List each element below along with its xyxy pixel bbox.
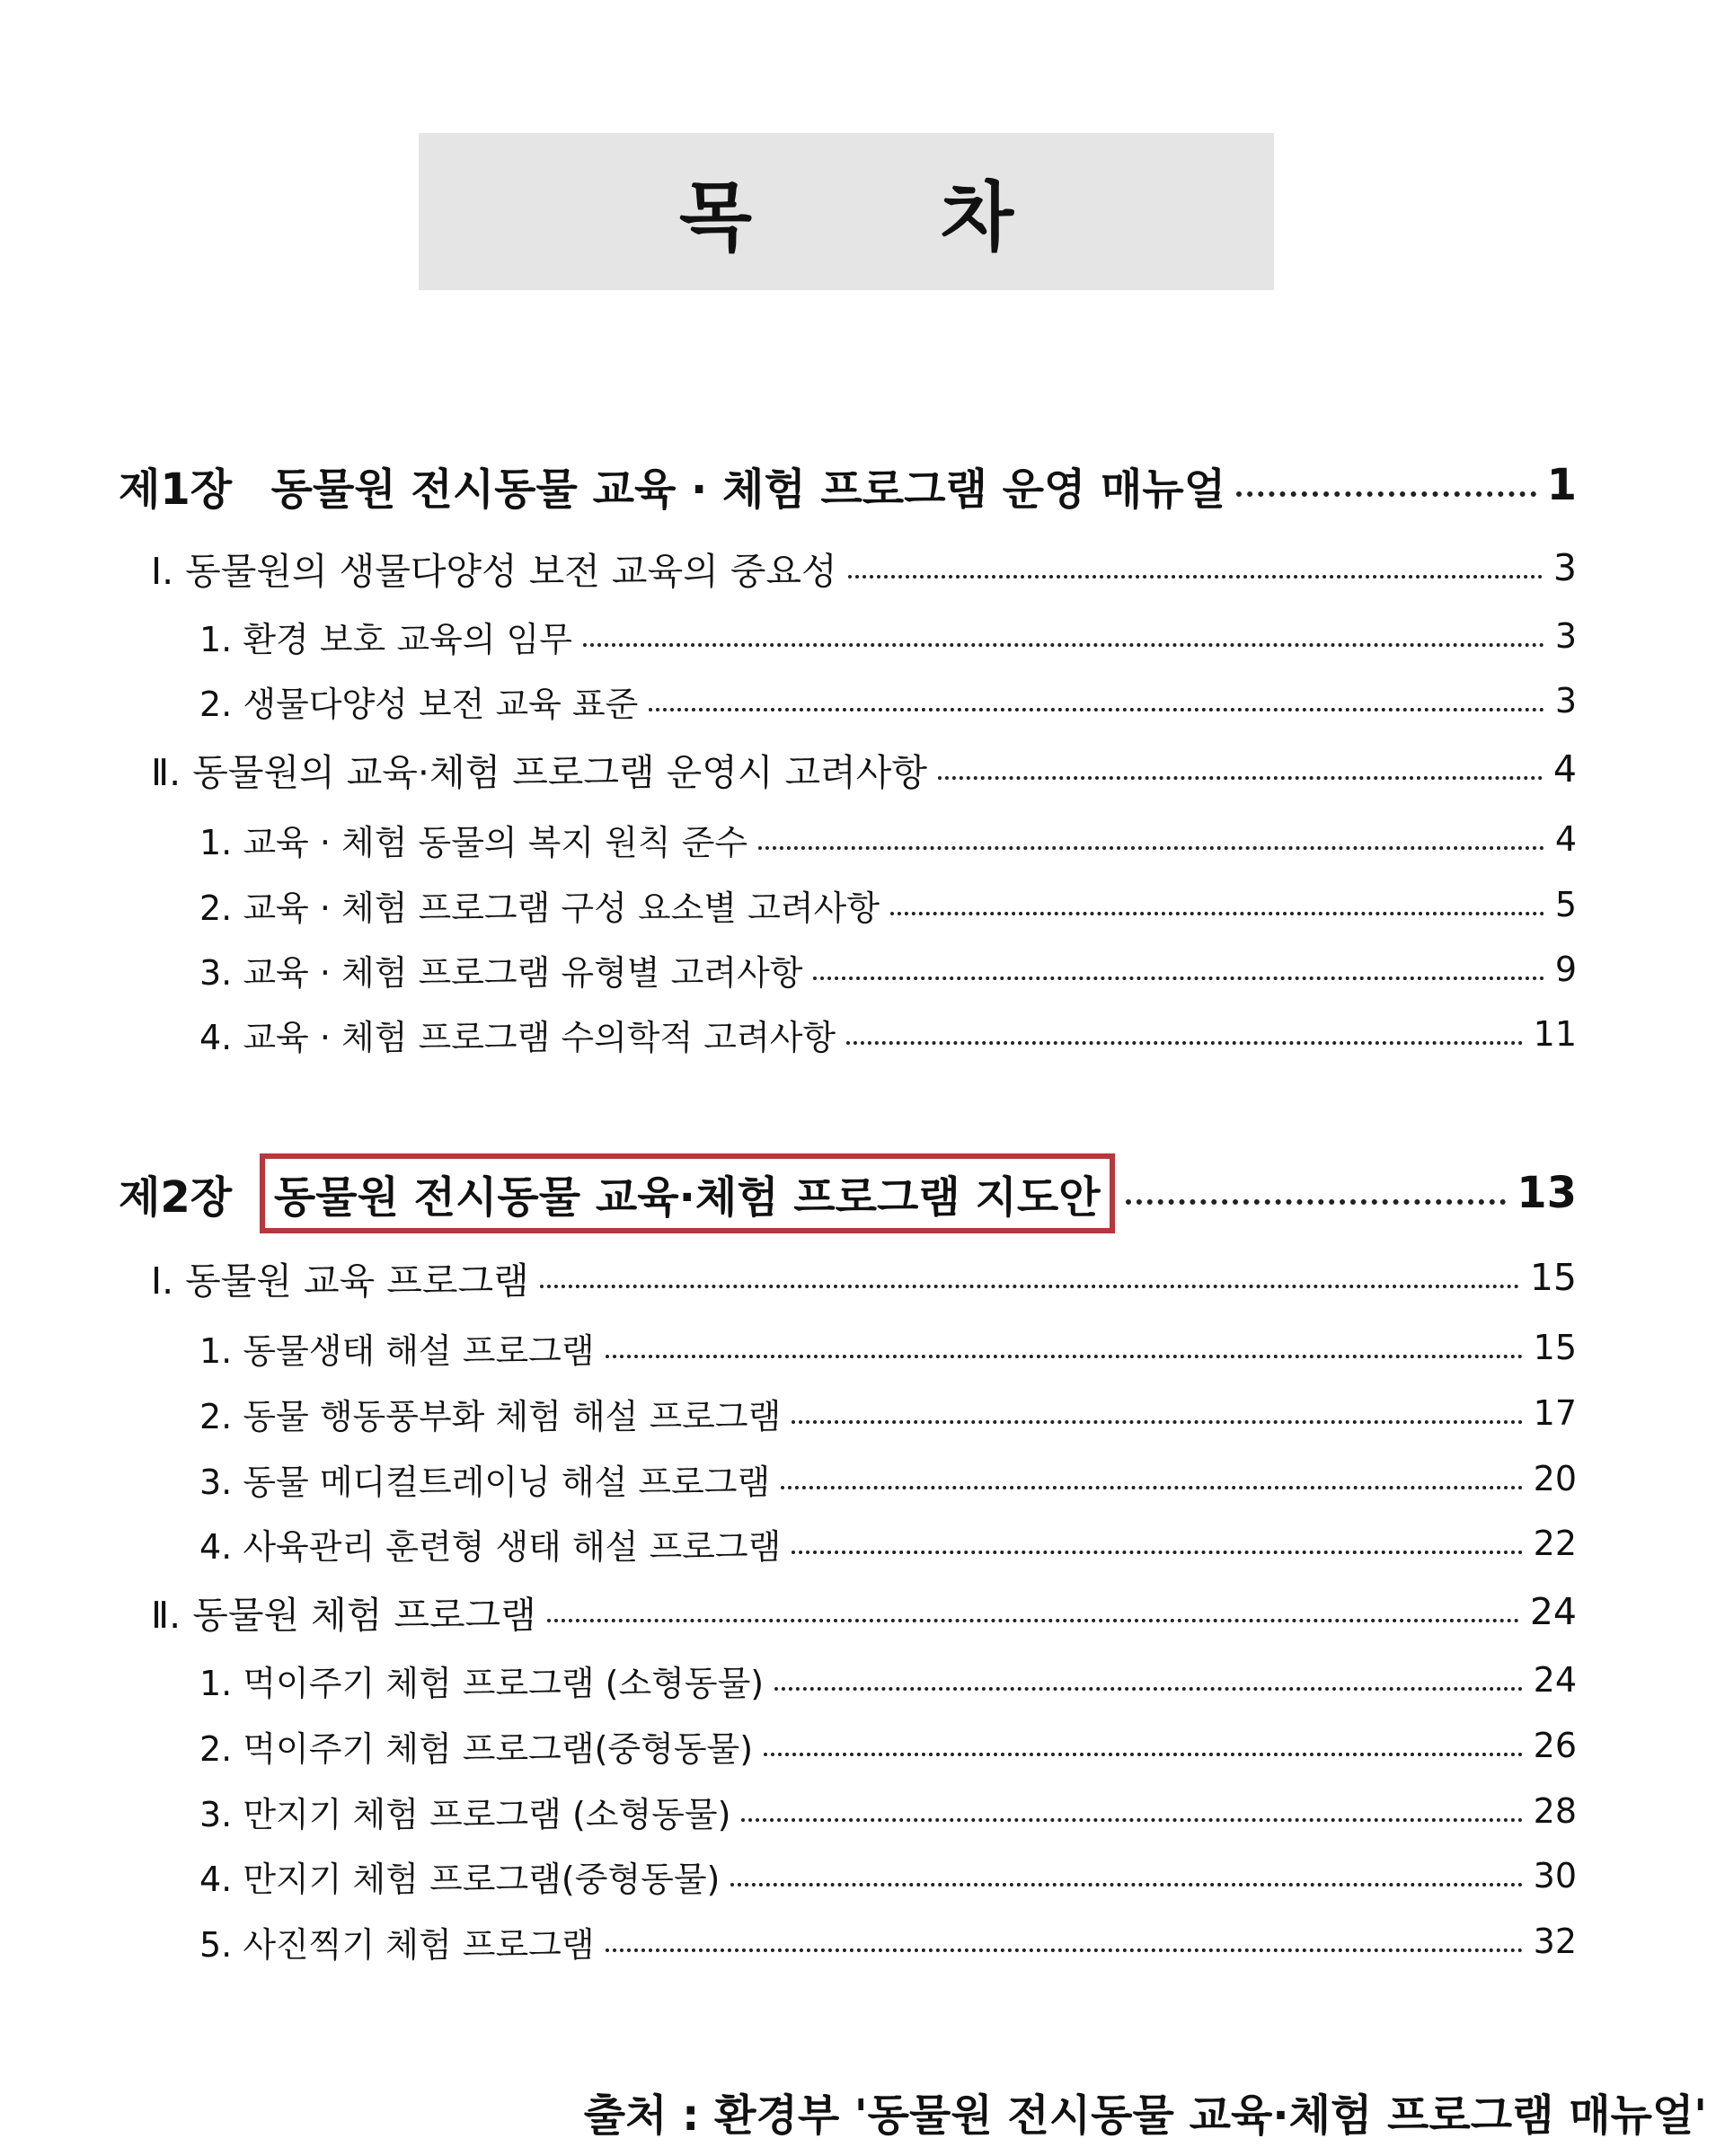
toc-item[interactable] <box>0 1321 1725 1374</box>
page-number: 24 <box>1529 1590 1577 1633</box>
item-label: 1. 먹이주기 체험 프로그램 (소형동물) <box>199 1663 765 1703</box>
page-number: 17 <box>1533 1393 1577 1433</box>
toc-item[interactable] <box>0 1386 1725 1440</box>
page-number: 13 <box>1517 1168 1577 1218</box>
toc-item[interactable] <box>0 942 1725 996</box>
page-number: 26 <box>1533 1726 1577 1765</box>
section-label: Ⅰ. 동물원의 생물다양성 보전 교육의 중요성 <box>151 549 837 593</box>
dot-leader <box>890 912 1544 915</box>
toc-title-right: 차 <box>941 173 1014 261</box>
page-number: 9 <box>1554 950 1577 989</box>
source-caption: 출처 : 환경부 '동물원 전시동물 교육·체험 프로그램 매뉴얼' <box>583 2090 1707 2141</box>
page-number: 15 <box>1529 1256 1577 1299</box>
toc-item[interactable] <box>0 1653 1725 1707</box>
dot-leader <box>741 1818 1522 1822</box>
page-number: 24 <box>1533 1660 1577 1700</box>
page-number: 3 <box>1552 546 1577 589</box>
toc-chapter-1[interactable] <box>0 449 1725 521</box>
chapter-prefix: 제2장 <box>119 1171 233 1223</box>
item-label: 4. 만지기 체험 프로그램(중형동물) <box>199 1859 721 1899</box>
toc-item[interactable] <box>0 1849 1725 1903</box>
item-label: 4. 교육 · 체험 프로그램 수의학적 고려사항 <box>199 1017 836 1057</box>
page-number: 32 <box>1533 1922 1577 1961</box>
item-label: 1. 환경 보호 교육의 임무 <box>199 619 572 659</box>
dot-leader <box>764 1753 1523 1756</box>
item-label: 2. 동물 행동풍부화 체험 해설 프로그램 <box>199 1396 782 1436</box>
item-label: 5. 사진찍기 체험 프로그램 <box>199 1924 595 1965</box>
highlight-box <box>260 1153 1115 1233</box>
dot-leader <box>649 708 1544 711</box>
dot-leader <box>846 1041 1523 1045</box>
chapter-prefix: 제1장 <box>119 464 233 515</box>
page-number: 28 <box>1533 1791 1577 1831</box>
toc-item[interactable] <box>0 674 1725 728</box>
dot-leader <box>792 1420 1522 1424</box>
dot-leader <box>781 1486 1522 1489</box>
toc-section[interactable] <box>0 1250 1725 1304</box>
dot-leader <box>813 976 1544 980</box>
toc-item[interactable] <box>0 812 1725 866</box>
toc-item[interactable] <box>0 1516 1725 1570</box>
section-label: Ⅱ. 동물원의 교육·체험 프로그램 운영시 고려사항 <box>151 750 927 794</box>
dot-leader <box>547 1619 1519 1622</box>
page-number: 22 <box>1533 1524 1577 1563</box>
item-label: 2. 생물다양성 보전 교육 표준 <box>199 684 639 724</box>
page-number: 15 <box>1533 1328 1577 1367</box>
page-number: 3 <box>1554 616 1577 656</box>
toc-item[interactable] <box>0 1914 1725 1968</box>
chapter-title: 동물원 전시동물 교육 · 체험 프로그램 운영 매뉴얼 <box>270 464 1226 515</box>
toc-section[interactable] <box>0 541 1725 595</box>
dot-leader <box>774 1687 1523 1691</box>
toc-item[interactable] <box>0 1007 1725 1061</box>
item-label: 4. 사육관리 훈련형 생태 해설 프로그램 <box>199 1526 782 1567</box>
page-number: 11 <box>1533 1014 1577 1054</box>
dot-leader <box>1126 1199 1507 1205</box>
page-number: 3 <box>1554 681 1577 720</box>
dot-leader <box>730 1883 1522 1886</box>
item-label: 1. 교육 · 체험 동물의 복지 원칙 준수 <box>199 822 748 862</box>
item-label: 3. 동물 메디컬트레이닝 해설 프로그램 <box>199 1462 771 1502</box>
item-label: 2. 교육 · 체험 프로그램 구성 요소별 고려사항 <box>199 888 880 928</box>
toc-item[interactable] <box>0 609 1725 663</box>
toc-title-left: 목 <box>678 173 752 261</box>
item-label: 2. 먹이주기 체험 프로그램(중형동물) <box>199 1728 754 1769</box>
item-label: 1. 동물생태 해설 프로그램 <box>199 1330 595 1371</box>
dot-leader <box>848 575 1543 579</box>
dot-leader <box>540 1285 1519 1288</box>
page-number: 5 <box>1554 885 1577 924</box>
toc-item[interactable] <box>0 878 1725 932</box>
page-number: 20 <box>1533 1459 1577 1498</box>
dot-leader <box>606 1948 1523 1952</box>
toc-title-box <box>419 133 1274 290</box>
section-label: Ⅰ. 동물원 교육 프로그램 <box>151 1259 529 1303</box>
dot-leader <box>583 643 1544 647</box>
item-label: 3. 교육 · 체험 프로그램 유형별 고려사항 <box>199 952 803 993</box>
page-number: 4 <box>1552 747 1577 791</box>
chapter-title: 동물원 전시동물 교육·체험 프로그램 지도안 <box>273 1171 1101 1223</box>
dot-leader <box>938 776 1543 780</box>
toc-item[interactable] <box>0 1719 1725 1772</box>
dot-leader <box>792 1551 1522 1554</box>
dot-leader <box>606 1355 1523 1358</box>
dot-leader <box>1236 491 1535 497</box>
item-label: 3. 만지기 체험 프로그램 (소형동물) <box>199 1794 731 1834</box>
section-label: Ⅱ. 동물원 체험 프로그램 <box>151 1593 536 1637</box>
page-number: 4 <box>1554 819 1577 859</box>
toc-item[interactable] <box>0 1784 1725 1838</box>
page-number: 30 <box>1533 1856 1577 1895</box>
toc-chapter-2[interactable] <box>0 1157 1725 1229</box>
toc-item[interactable] <box>0 1452 1725 1506</box>
dot-leader <box>758 846 1544 850</box>
toc-section[interactable] <box>0 742 1725 796</box>
toc-section[interactable] <box>0 1585 1725 1639</box>
page-number: 1 <box>1546 460 1577 510</box>
